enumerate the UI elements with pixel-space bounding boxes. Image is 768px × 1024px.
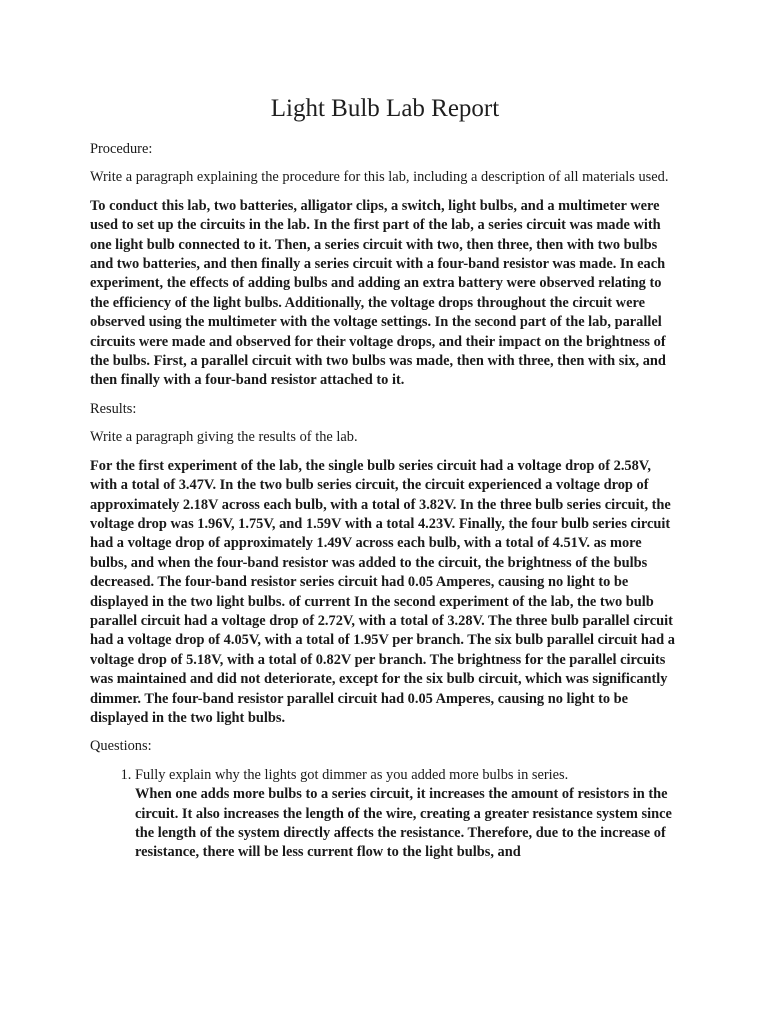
document-body [90,92,680,863]
results-heading: Results: [90,400,137,417]
results-answer: For the first experiment of the lab, the single bulb series circuit had a voltage drop of 2.58V, with a total of 3.47V. In the two bulb series circuit, the circuit experienced a voltage drop of approximately 2.18V across each bulb, with a total of 3.82V. In the three bulb series circuit, the voltage drop was 1.96V, 1.75V, and 1.59V with a total 4.23V. Finally, the four bulb series circuit had a voltage drop of approximately 1.49V across each bulb, with a total of 4.51V. as more bulbs, and when the four-band resistor was added to the circuit, the brightness of the bulbs decreased. The four-band resistor series circuit had 0.05 Amperes, causing no light to be displayed in the two light bulbs. of current In the second experiment of the lab, the two bulb parallel circuit had a voltage drop of 2.72V, with a total of 3.28V. The three bulb parallel circuit had a voltage drop of 4.05V, with a total of 1.95V per branch. The six bulb parallel circuit had a voltage drop of 5.18V, with a total of 0.82V per branch. The brightness for the parallel circuits was maintained and did not deteriorate, except for the six bulb circuit, which was significantly dimmer. The four-band resistor parallel circuit had 0.05 Amperes, causing no light to be displayed in the two light bulbs. [90,457,675,726]
questions-list [90,766,680,863]
procedure-heading: Procedure: [90,141,153,157]
procedure-answer: To conduct this lab, two batteries, alligator clips, a switch, light bulbs, and a multimeter were used to set up the circuits in the lab. In the first part of the lab, a series circuit was made with one light bulb connected to it. Then, a series circuit with two, then three, then with two bulbs and two batteries, and then finally a series circuit with a four-band resistor was made. In each experiment, the effects of adding bulbs and adding an extra battery were observed relating to the efficiency of the light bulbs. Additionally, the voltage drops throughout the circuit were observed using the multimeter with the voltage settings. In the second part of the lab, parallel circuits were made and observed for their voltage drops, and their impact on the brightness of the bulbs. First, a parallel circuit with two bulbs was made, then with three, then with six, and then finally with a four-band resistor attached to it. [90,197,666,389]
question-answer: When one adds more bulbs to a series circuit, it increases the amount of resistors in the circuit. It also increases the length of the wire, creating a greater resistance system since the length of the system directly affects the resistance. Therefore, due to the increase of resistance, there will be less current flow to the light bulbs, and [135,786,672,861]
procedure-prompt: Write a paragraph explaining the procedure for this lab, including a description of all materials used. [90,169,669,186]
results-prompt: Write a paragraph giving the results of the lab. [90,429,358,446]
question-text: 1. Fully explain why the lights got dimmer as you added more bulbs in series. [135,766,569,783]
question-item [135,766,680,863]
page-title: Light Bulb Lab Report [270,95,500,122]
questions-heading: Questions: [90,738,152,755]
